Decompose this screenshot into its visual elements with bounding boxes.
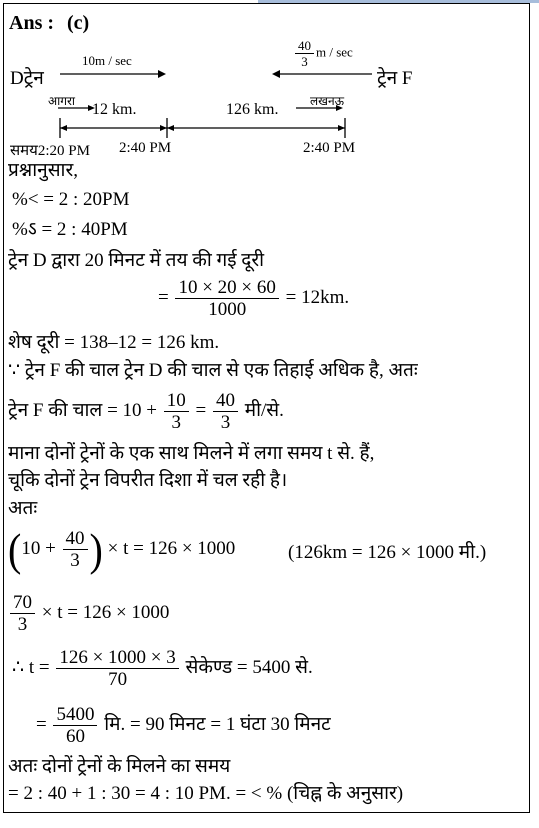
line-remaining-distance: शेष दूरी = 138–12 = 126 km. bbox=[8, 332, 220, 353]
train-f-label: ट्रेन F bbox=[377, 68, 413, 89]
line-assumption: माना दोनों ट्रेनों के एक साथ मिलने में लगा समय t से. हैं, bbox=[8, 443, 375, 464]
line-according: प्रश्नानुसार, bbox=[8, 160, 78, 181]
line-therefore: अतः bbox=[8, 498, 38, 519]
line-opposite-direction: चूकि दोनों ट्रेन विपरीत दिशा में चल रही है। bbox=[8, 470, 288, 491]
line-time-minutes: = $\frac{5400}{60}$ मि. = 90 मिनट = 1 घंटा 30 मिनट bbox=[36, 704, 331, 747]
line-train-f-speed: ट्रेन F की चाल = 10 + $\frac{10}{3}$ = $\frac{40}{3}$ मी/से. bbox=[8, 390, 284, 433]
train-f-speed: $\frac{40}{3}$ m / sec bbox=[293, 38, 353, 69]
time-label: समय bbox=[10, 143, 38, 159]
distance-12: 12 km. bbox=[92, 101, 137, 118]
time-middle: 2:40 PM bbox=[119, 140, 172, 156]
line-speed-relation: ∵ ट्रेन F की चाल ट्रेन D की चाल से एक तिहाई अधिक है, अतः bbox=[8, 360, 418, 381]
train-d-speed: 10m / sec bbox=[82, 53, 132, 68]
answer-option: (c) bbox=[67, 12, 90, 34]
distance-126: 126 km. bbox=[226, 101, 279, 118]
line-meeting-time-heading: अतः दोनों ट्रेनों के मिलने का समय bbox=[8, 756, 231, 777]
line-equation-2: $\frac{70}{3}$ × t = 126 × 1000 bbox=[8, 592, 169, 635]
line-time-f: %ऽ = 2 : 40PM bbox=[12, 219, 128, 240]
line-distance-calc: = $\frac{10 \times 20 \times 60}{1000}$ = 12km. bbox=[158, 277, 350, 320]
lucknow-label: लखनऊ bbox=[310, 94, 345, 108]
line-unit-note: (126km = 126 × 1000 मी.) bbox=[288, 542, 487, 563]
answer-label: Ans : bbox=[9, 12, 55, 34]
time-end: 2:40 PM bbox=[303, 140, 356, 156]
time-row bbox=[10, 140, 90, 160]
line-time-d: %< = 2 : 20PM bbox=[12, 189, 130, 210]
line-distance-heading: ट्रेन D द्वारा 20 मिनट में तय की गई दूरी bbox=[8, 250, 265, 271]
time-start: 2:20 PM bbox=[37, 143, 90, 159]
line-time-seconds: ∴ t = $\frac{126 \times 1000 \times 3}{70}$ सेकेण्ड = 5400 से. bbox=[12, 647, 313, 690]
agra-label: आगरा bbox=[48, 94, 76, 108]
line-equation-1: (10 + $\frac{40}{3}$ ) × t = 126 × 1000 bbox=[8, 523, 236, 575]
line-meeting-time-result: = 2 : 40 + 1 : 30 = 4 : 10 PM. = < % (चिह्न के अनुसार) bbox=[8, 783, 404, 804]
train-d-label: Dट्रेन bbox=[10, 68, 44, 89]
